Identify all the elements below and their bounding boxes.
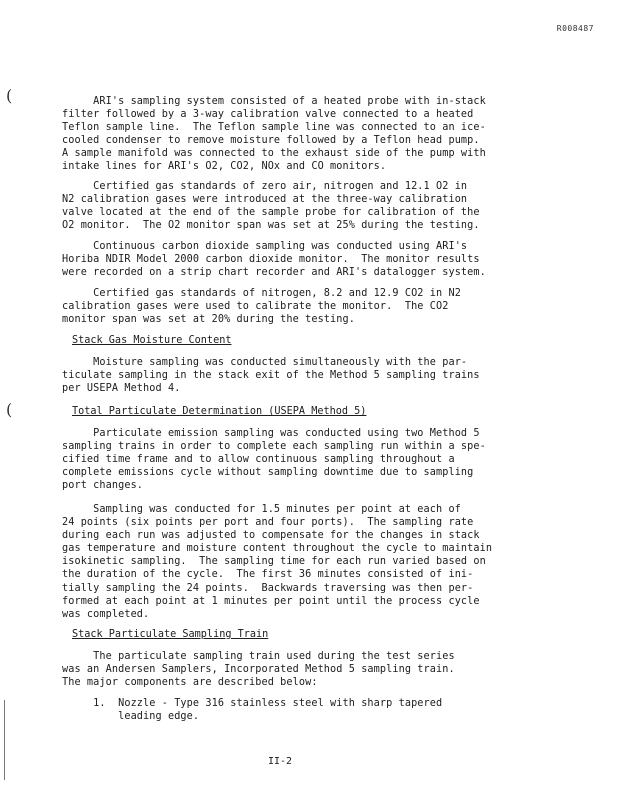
margin-bracket-mark: ( <box>6 400 13 419</box>
paragraph-co2-calibration: Certified gas standards of nitrogen, 8.2 and 12.9 CO2 in N2 calibration gases were used to calibrate the monitor. The CO2 monitor span was set at 20% during the testing. <box>62 288 461 326</box>
heading-particulate-determination: Total Particulate Determination (USEPA Method 5) <box>72 406 367 417</box>
heading-moisture-content: Stack Gas Moisture Content <box>72 335 232 346</box>
paragraph-o2-calibration: Certified gas standards of zero air, nitrogen and 12.1 O2 in N2 calibration gases were introduced at the three-way calibration valve located at the end of the sample probe for calibration of the O2 monitor. The O2 monitor span was set at 25% during the testing. <box>62 181 480 232</box>
paragraph-sampling-procedure: Sampling was conducted for 1.5 minutes per point at each of 24 points (six points per port and four ports). The sampling rate during each run was adjusted to compensate for the changes in stack gas temperature and moisture content throughout the cycle to maintain isokinetic sampling. The sampling time for each run varied based on the duration of the cycle. The first 36 minutes consisted of ini- tially sampling the 24 points. Backwards traversing was then per- formed at each point at 1 minutes per point until the process cycle was completed. <box>62 504 493 620</box>
page-number: II-2 <box>268 756 293 767</box>
margin-bracket-mark: ( <box>6 86 13 105</box>
scan-edge-line <box>4 700 5 780</box>
list-item-nozzle: 1. Nozzle - Type 316 stainless steel with sharp tapered leading edge. <box>93 698 443 723</box>
paragraph-sampling-train: The particulate sampling train used during the test series was an Andersen Samplers, Incorporated Method 5 sampling train. The major components are described below: <box>62 651 455 689</box>
paragraph-moisture-sampling: Moisture sampling was conducted simultaneously with the par- ticulate sampling in the stack exit of the Method 5 sampling trains per USEPA Method 4. <box>62 357 480 395</box>
paragraph-co2-sampling: Continuous carbon dioxide sampling was conducted using ARI's Horiba NDIR Model 2000 carbon dioxide monitor. The monitor results were recorded on a strip chart recorder and ARI's datalogger system. <box>62 241 486 279</box>
paragraph-sampling-system: ARI's sampling system consisted of a heated probe with in-stack filter followed by a 3-way calibration valve connected to a heated Teflon sample line. The Teflon sample line was connected to an ice- cooled condenser to remove moisture followed by a Teflon head pump. A sample manifold was connected to the exhaust side of the pump with intake lines for ARI's O2, CO2, NOx and CO monitors. <box>62 96 486 173</box>
document-id: R008487 <box>556 24 594 33</box>
heading-sampling-train: Stack Particulate Sampling Train <box>72 629 269 640</box>
paragraph-particulate-sampling: Particulate emission sampling was conducted using two Method 5 sampling trains in order to complete each sampling run within a spe- cified time frame and to allow continuous sampling throughout a complete emissions cycle without sampling downtime due to sampling port changes. <box>62 428 486 492</box>
